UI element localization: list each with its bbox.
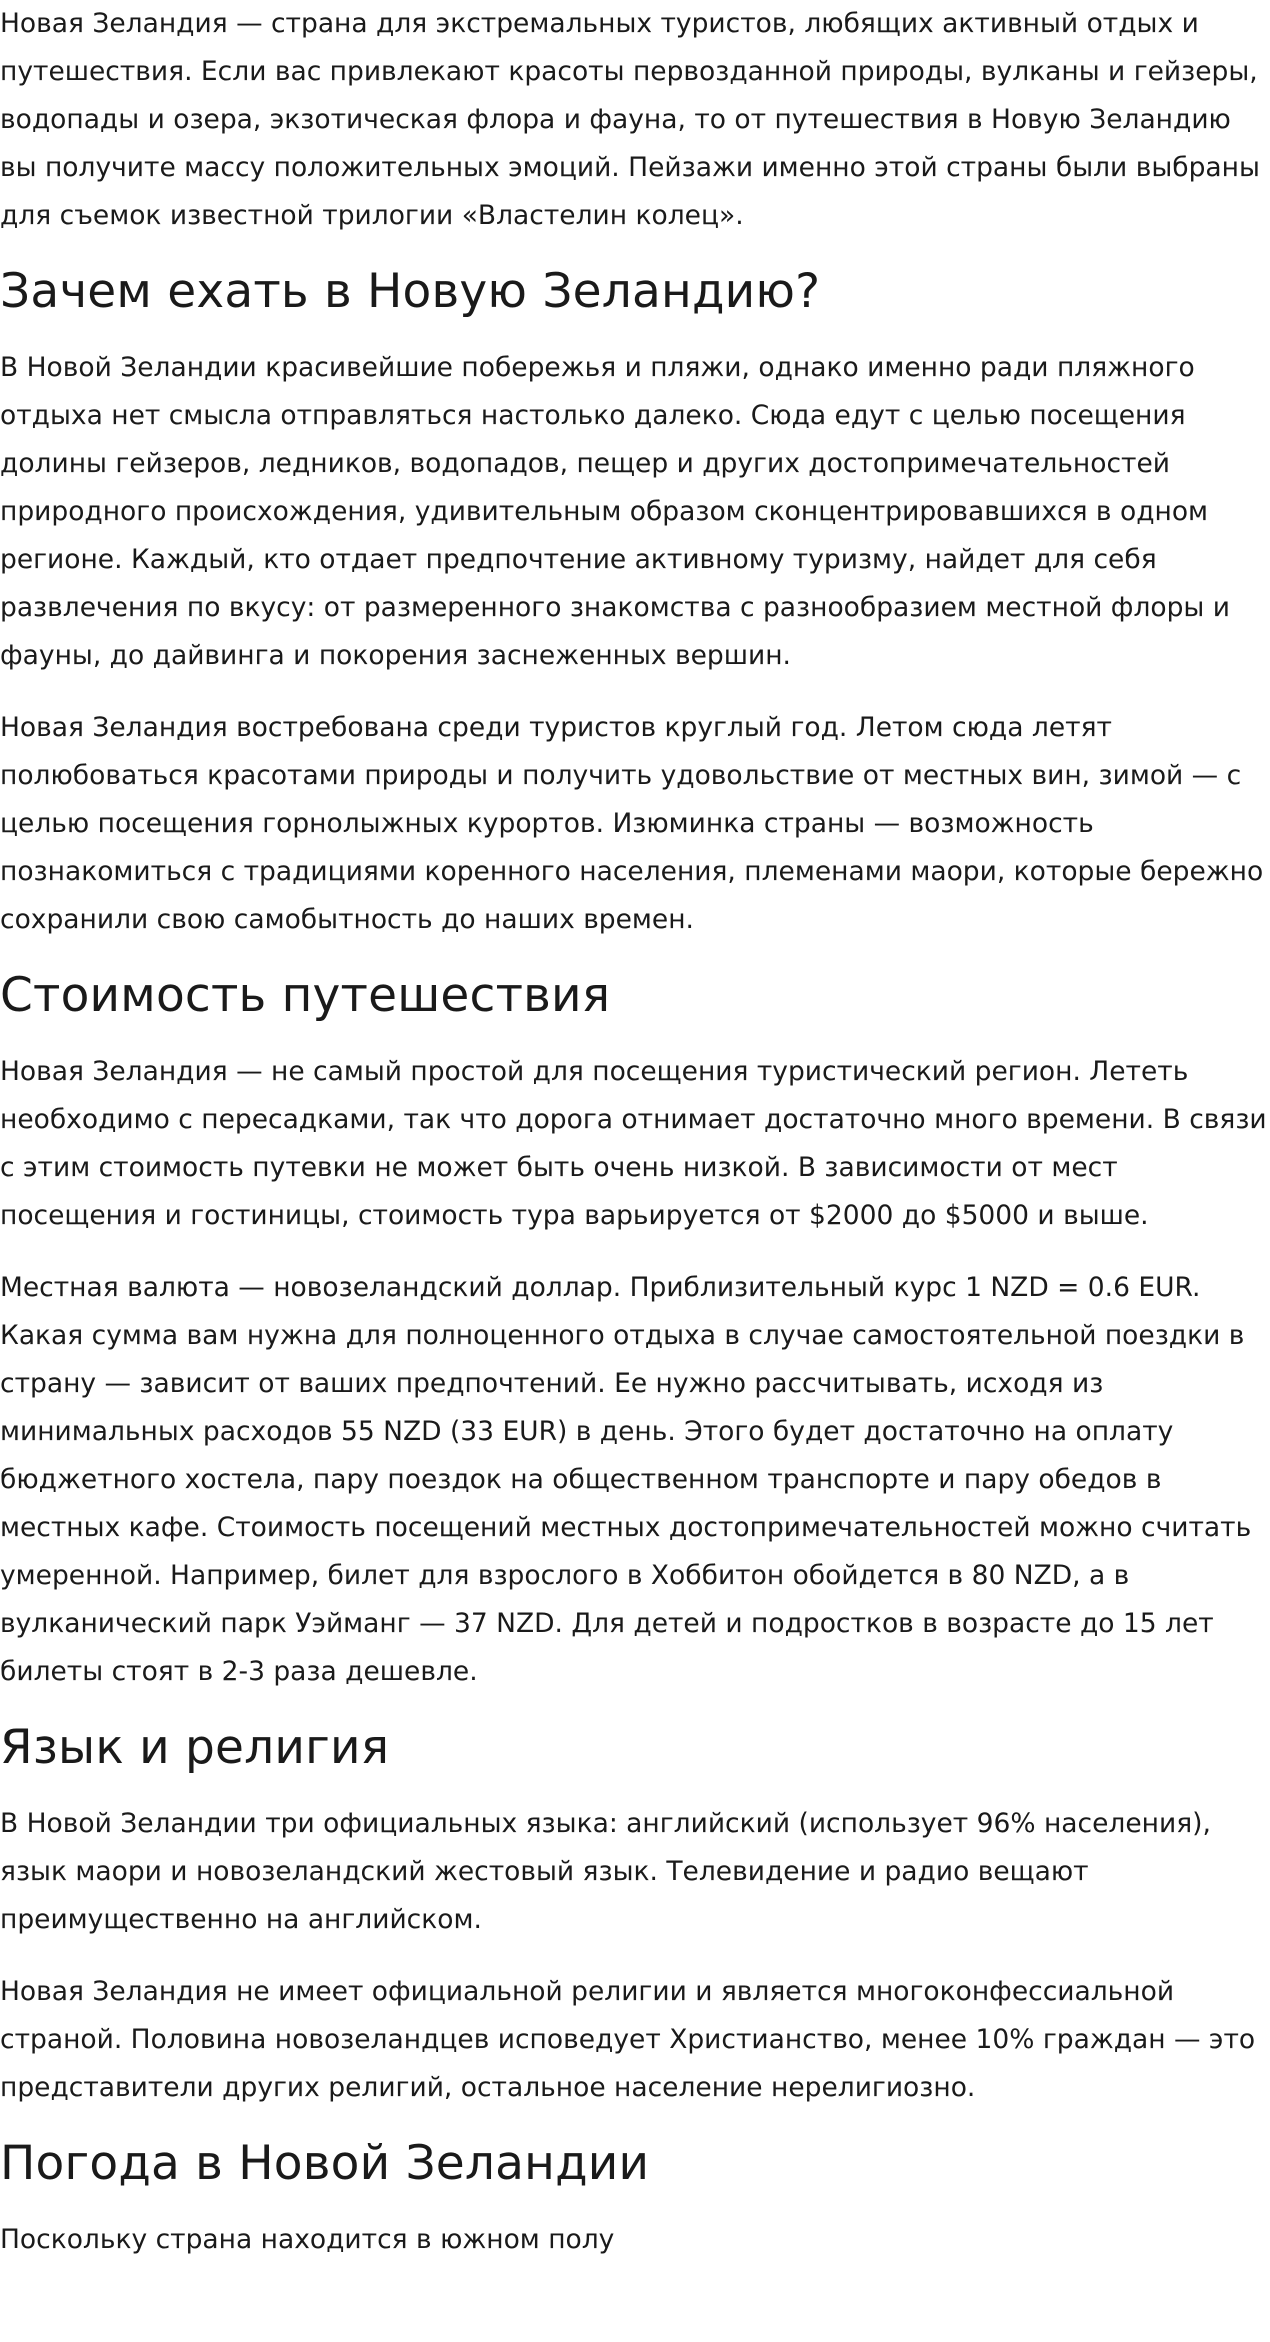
section-heading-language-religion: Язык и религия	[0, 1720, 390, 1775]
paragraph-religion: Новая Зеландия не имеет официальной религии и является многоконфессиальной страной. Половина новозеландцев исповедует Христианство, менее 10% граждан — это представители других религий, остальное население нерелигиозно.	[0, 1976, 1256, 2103]
paragraph-cost-2: Местная валюта — новозеландский доллар. Приблизительный курс 1 NZD = 0.6 EUR. Какая сумма вам нужна для полноценного отдыха в случае самостоятельной поездки в страну — зависит от ваших предпочтений. Ее нужно рассчитывать, исходя из минимальных расходов 55 NZD (33 EUR) в день. Этого будет достаточно на оплату бюджетного хостела, пару поездок на общественном транспорте и пару обедов в местных кафе. Стоимость посещений местных достопримечательностей можно считать умеренной. Например, билет для взрослого в Хоббитон обойдется в 80 NZD, а в вулканический парк Уэйманг — 37 NZD. Для детей и подростков в возрасте до 15 лет билеты стоят в 2-3 раза дешевле.	[0, 1272, 1252, 1687]
section-heading-cost: Стоимость путешествия	[0, 968, 611, 1023]
intro-paragraph: Новая Зеландия — страна для экстремальных туристов, любящих активный отдых и путешествия. Если вас привлекают красоты первозданной природы, вулканы и гейзеры, водопады и озера, экзотическая флора и фауна, то от путешествия в Новую Зеландию вы получите массу положительных эмоций. Пейзажи именно этой страны были выбраны для съемок известной трилогии «Властелин колец».	[0, 8, 1260, 231]
paragraph-why-go-2: Новая Зеландия востребована среди туристов круглый год. Летом сюда летят полюбоваться красотами природы и получить удовольствие от местных вин, зимой — с целью посещения горнолыжных курортов. Изюминка страны — возможность познакомиться с традициями коренного населения, племенами маори, которые бережно сохранили свою самобытность до наших времен.	[0, 712, 1264, 935]
paragraph-cost-1: Новая Зеландия — не самый простой для посещения туристический регион. Лететь необходимо с пересадками, так что дорога отнимает достаточно много времени. В связи с этим стоимость путевки не может быть очень низкой. В зависимости от мест посещения и гостиницы, стоимость тура варьируется от $2000 до $5000 и выше.	[0, 1056, 1267, 1231]
paragraph-language: В Новой Зеландии три официальных языка: английский (использует 96% населения), язык маори и новозеландский жестовый язык. Телевидение и радио вещают преимущественно на английском.	[0, 1808, 1211, 1935]
paragraph-weather-1: Поскольку страна находится в южном полу	[0, 2224, 615, 2255]
section-heading-why-go: Зачем ехать в Новую Зеландию?	[0, 264, 821, 319]
section-heading-weather: Погода в Новой Зеландии	[0, 2136, 650, 2191]
paragraph-why-go-1: В Новой Зеландии красивейшие побережья и пляжи, однако именно ради пляжного отдыха нет смысла отправляться настолько далеко. Сюда едут с целью посещения долины гейзеров, ледников, водопадов, пещер и других достопримечательностей природного происхождения, удивительным образом сконцентрировавшихся в одном регионе. Каждый, кто отдает предпочтение активному туризму, найдет для себя развлечения по вкусу: от размеренного знакомства с разнообразием местной флоры и фауны, до дайвинга и покорения заснеженных вершин.	[0, 352, 1230, 671]
